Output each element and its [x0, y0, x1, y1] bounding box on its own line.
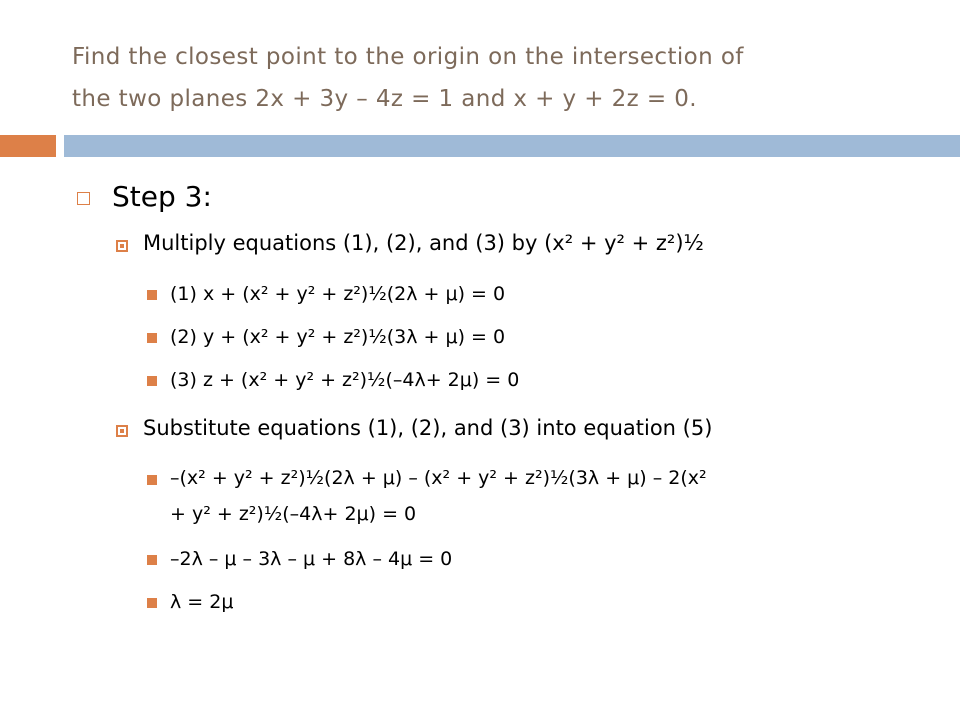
equation-item: (3) z + (x² + y² + z²)½(–4λ+ 2μ) = 0 [170, 369, 520, 391]
equation-item: λ = 2μ [170, 591, 234, 613]
filled-square-bullet-icon [147, 333, 157, 343]
equation-item: (2) y + (x² + y² + z²)½(3λ + μ) = 0 [170, 326, 506, 348]
equation-item: (1) x + (x² + y² + z²)½(2λ + μ) = 0 [170, 283, 506, 305]
filled-square-bullet-icon [147, 598, 157, 608]
square-bullet-icon [116, 240, 128, 252]
equation-item-continuation: + y² + z²)½(–4λ+ 2μ) = 0 [170, 503, 417, 525]
hollow-square-bullet-icon [77, 192, 90, 205]
equation-item: –(x² + y² + z²)½(2λ + μ) – (x² + y² + z²)½(3λ + μ) – 2(x² [170, 467, 707, 489]
filled-square-bullet-icon [147, 290, 157, 300]
section2-heading: Substitute equations (1), (2), and (3) into equation (5) [143, 416, 713, 440]
section1-heading: Multiply equations (1), (2), and (3) by (x² + y² + z²)½ [143, 231, 704, 255]
step-heading: Step 3: [112, 180, 212, 213]
equation-item: –2λ – μ – 3λ – μ + 8λ – 4μ = 0 [170, 548, 453, 570]
filled-square-bullet-icon [147, 475, 157, 485]
filled-square-bullet-icon [147, 376, 157, 386]
filled-square-bullet-icon [147, 555, 157, 565]
title-line-2: the two planes 2x + 3y – 4z = 1 and x + y + 2z = 0. [72, 86, 697, 112]
title-line-1: Find the closest point to the origin on the intersection of [72, 44, 744, 70]
square-bullet-icon [116, 425, 128, 437]
